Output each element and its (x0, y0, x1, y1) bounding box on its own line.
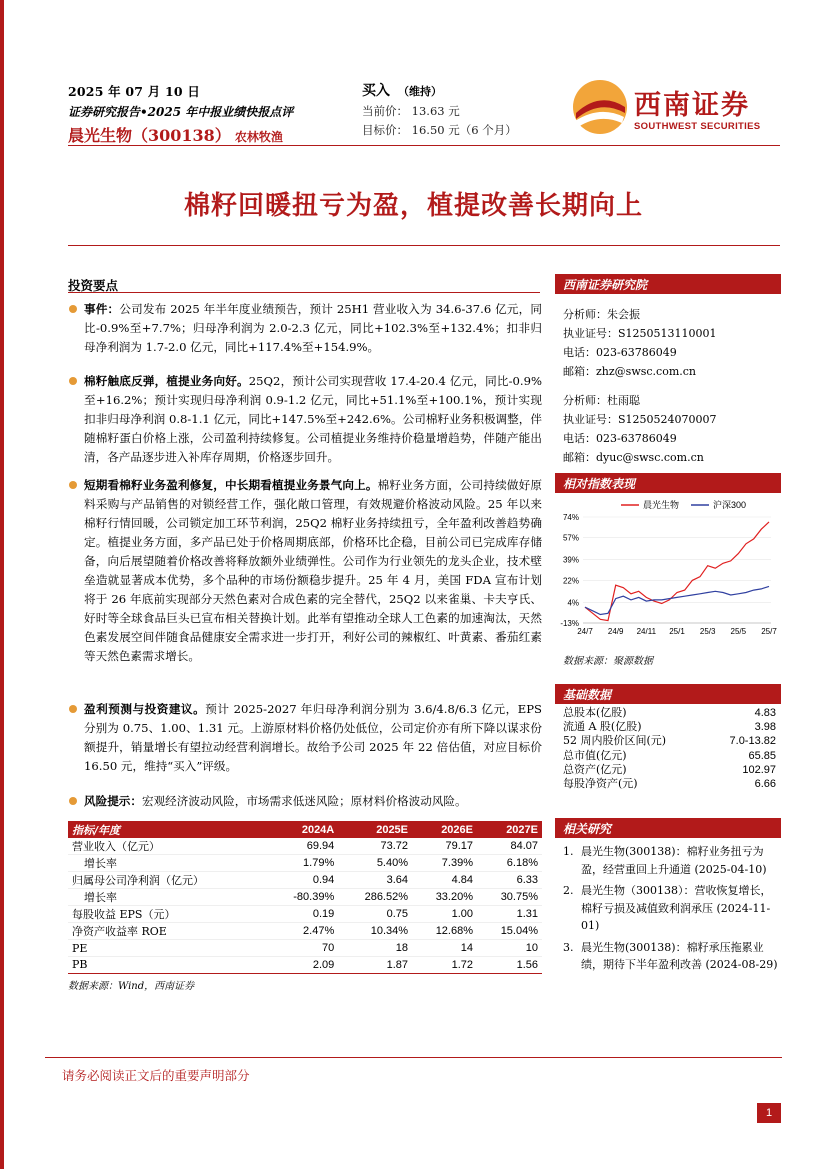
y-tick-label: -13% (560, 619, 579, 628)
legend-label-hs300: 沪深300 (713, 500, 747, 510)
rating: 买入 (362, 83, 390, 99)
basic-value: 102.97 (742, 763, 776, 776)
industry-label: 农林牧渔 (234, 130, 283, 144)
related-num: 1. (563, 845, 574, 858)
basic-data-heading: 基础数据 (555, 684, 781, 704)
table-cell: 84.07 (477, 838, 542, 855)
table-cell: 0.19 (268, 906, 338, 923)
table-header: 指标/年度 (68, 821, 268, 838)
current-price: 当前价： 13.63 元 (362, 104, 460, 118)
x-tick-label: 24/7 (577, 627, 593, 636)
analyst-email: 邮箱：dyuc@swsc.com.cn (563, 451, 704, 464)
table-cell: 69.94 (268, 838, 338, 855)
table-cell: 净资产收益率 ROE (68, 923, 268, 940)
table-cell: 33.20% (412, 889, 477, 906)
table-cell: PE (68, 940, 268, 957)
research-institute-heading: 西南证券研究院 (555, 274, 781, 294)
table-cell: 10 (477, 940, 542, 957)
table-cell: 4.84 (412, 872, 477, 889)
y-tick-label: 39% (562, 555, 579, 565)
y-tick-label: 4% (567, 598, 579, 608)
x-tick-label: 25/7 (761, 627, 777, 636)
table-cell: 1.72 (412, 957, 477, 974)
analyst-cert: 执业证号：S1250513110001 (563, 327, 717, 340)
y-tick-label: 74% (562, 513, 579, 522)
table-header: 2025E (338, 821, 412, 838)
target-price: 目标价： 16.50 元（6 个月） (362, 123, 517, 137)
financial-forecast-table (68, 821, 542, 974)
table-cell: 归属母公司净利润（亿元） (68, 872, 268, 889)
table-cell: -80.39% (268, 889, 338, 906)
basic-row (563, 734, 776, 748)
point-text: 宏观经济波动风险，市场需求低迷风险；原材料价格波动风险。 (141, 794, 467, 808)
y-tick-label: 57% (562, 533, 579, 543)
basic-row (563, 777, 776, 791)
footer-divider (45, 1057, 782, 1058)
investment-points-heading: 投资要点 (68, 278, 119, 293)
table-cell: 1.00 (412, 906, 477, 923)
related-text: 晨光生物（300138）：营收恢复增长，棉籽亏损及减值致利润承压 (2024-11-01) (581, 884, 772, 932)
table-cell: 1.87 (338, 957, 412, 974)
report-title: 棉籽回暖扭亏为盈，植提改善长期向上 (183, 191, 643, 221)
point-cotton-rebound (68, 372, 542, 467)
point-lead: 事件： (84, 302, 120, 316)
table-cell: 6.33 (477, 872, 542, 889)
table-row (68, 838, 542, 855)
basic-row (563, 763, 776, 777)
table-cell: 增长率 (68, 855, 268, 872)
table-cell: 每股收益 EPS（元） (68, 906, 268, 923)
basic-row (563, 706, 776, 720)
chart-svg (555, 495, 781, 645)
analyst-cert: 执业证号：S1250524070007 (563, 413, 717, 426)
table-header: 2024A (268, 821, 338, 838)
table-cell: 15.04% (477, 923, 542, 940)
related-research-heading: 相关研究 (555, 818, 781, 838)
chart-source: 数据来源：聚源数据 (563, 656, 653, 667)
table-cell: 3.64 (338, 872, 412, 889)
related-item[interactable] (563, 843, 778, 878)
page-number: 1 (757, 1103, 781, 1123)
x-tick-label: 25/1 (669, 627, 685, 636)
basic-label: 总资产(亿元) (563, 762, 627, 776)
chart-heading: 相对指数表现 (555, 473, 781, 493)
analyst-name: 分析师：朱会振 (563, 308, 640, 321)
logo-mark-icon (570, 77, 630, 137)
table-cell: 2.09 (268, 957, 338, 974)
basic-value: 65.85 (748, 749, 776, 762)
basic-label: 总市值(亿元) (563, 748, 627, 762)
footer-disclaimer: 请务必阅读正文后的重要声明部分 (62, 1068, 250, 1083)
analyst-email: 邮箱：zhz@swsc.com.cn (563, 365, 696, 378)
table-cell: 营业收入（亿元） (68, 838, 268, 855)
point-event (68, 300, 542, 357)
table-cell: 0.75 (338, 906, 412, 923)
point-outlook (68, 476, 542, 666)
basic-row (563, 720, 776, 734)
y-tick-label: 22% (562, 576, 579, 586)
table-cell: 30.75% (477, 889, 542, 906)
table-cell: PB (68, 957, 268, 974)
related-text: 晨光生物(300138)：棉籽承压拖累业绩，期待下半年盈利改善 (2024-08-29) (581, 940, 778, 971)
table-cell: 1.56 (477, 957, 542, 974)
related-text: 晨光生物(300138)：棉籽业务扭亏为盈，经营重回上升通道 (2025-04-10) (581, 845, 767, 876)
bullet-dot-icon (69, 305, 77, 313)
table-cell: 5.40% (338, 855, 412, 872)
side-accent-bar (0, 0, 4, 1169)
table-cell: 10.34% (338, 923, 412, 940)
table-header: 2027E (477, 821, 542, 838)
basic-label: 52 周内股价区间(元) (563, 734, 667, 748)
table-row (68, 872, 542, 889)
table-cell: 2.47% (268, 923, 338, 940)
table-cell: 7.39% (412, 855, 477, 872)
table-header-row (68, 821, 542, 838)
analyst-name: 分析师：杜雨聪 (563, 394, 640, 407)
bullet-dot-icon (69, 705, 77, 713)
point-lead: 短期看棉籽业务盈利修复，中长期看植提业务景气向上。 (84, 478, 378, 492)
brand-name-cn: 西南证券 (634, 90, 750, 121)
basic-label: 总股本(亿股) (563, 706, 627, 719)
report-type: 证券研究报告•2025 年中报业绩快报点评 (68, 105, 294, 119)
point-text: 公司发布 2025 年半年度业绩预告，预计 25H1 营业收入为 34.6-37.6 亿元，同比-0.9%至+7.7%；归母净利润为 2.0-2.3 亿元，同比+102.3%至+132.4%；扣非归母净利润为 1.7-2.0 亿元，同比+117.4%至+154.9%。 (84, 302, 542, 354)
title-divider (68, 245, 780, 246)
company-line (68, 123, 368, 146)
rating-modifier: （维持） (398, 85, 442, 98)
table-row (68, 906, 542, 923)
table-header: 2026E (412, 821, 477, 838)
table-cell: 12.68% (412, 923, 477, 940)
report-date: 2025 年 07 月 10 日 (68, 84, 201, 99)
company-name: 晨光生物（300138） (68, 126, 231, 145)
points-divider (68, 292, 540, 293)
basic-label: 每股净资产(元) (563, 776, 638, 790)
point-risk (68, 792, 542, 811)
related-item[interactable] (563, 882, 778, 935)
table-row (68, 889, 542, 906)
table-cell: 6.18% (477, 855, 542, 872)
related-num: 3. (563, 940, 574, 954)
point-lead: 盈利预测与投资建议。 (84, 702, 206, 716)
point-lead: 棉籽触底反弹，植提业务向好。 (84, 374, 249, 388)
analyst-phone: 电话：023-63786049 (563, 432, 677, 445)
related-research-list (563, 843, 778, 978)
analyst-phone: 电话：023-63786049 (563, 346, 677, 359)
basic-data-list (563, 706, 776, 791)
header-rating (362, 80, 572, 138)
point-text: 棉籽业务方面，公司持续做好原料采购与产品销售的对锁经营工作，强化敞口管理，有效规避价格波动风险。25 年以来棉籽行情回暖，公司锁定加工环节利润，25Q2 棉籽业务持续扭亏，全年盈利改善趋势确定。植提业务方面，多产品已处于价格周期底部，价格环比企稳，目前公司已完成库存储备，向后展望随着价格改善将释放额外业绩弹性。公司作为行业领先的龙头企业，技术壁垒造就显著成本优势，多个品种的市场份额稳步提升。25 年 4 月，美国 FDA 宣布计划将于 26 年底前实现部分天然色素对合成色素的完全替代，25Q2 以来雀巢、卡夫亨氏、好时等全球食品巨头已宣布相关替换计划。此举有望推动全球人工色素的加速淘汰，天然色素发展空间伴随食品健康安全需求进一步打开，利好公司的辣椒红、叶黄素、番茄红素等天然色素需求增长。 (84, 478, 542, 663)
table-cell: 73.72 (338, 838, 412, 855)
point-text: 预计 2025-2027 年归母净利润分别为 3.6/4.8/6.3 亿元，EPS 分别为 0.75、1.00、1.31 元。上游原材料价格仍处低位，公司定价亦有所下降以谋求份额提升，销量增长有望拉动经营利润增长。故给予公司 2025 年 22 倍估值，对应目标价 16.50 元，维持“买入”评级。 (84, 702, 542, 773)
table-cell: 0.94 (268, 872, 338, 889)
table-cell: 增长率 (68, 889, 268, 906)
basic-label: 流通 A 股(亿股) (563, 720, 642, 734)
x-tick-label: 25/5 (730, 627, 747, 636)
table-cell: 70 (268, 940, 338, 957)
x-tick-label: 24/11 (636, 627, 657, 636)
rating-line (362, 80, 572, 100)
header-divider (68, 145, 780, 146)
basic-value: 3.98 (754, 721, 776, 734)
table-row (68, 855, 542, 872)
x-tick-label: 25/3 (699, 627, 716, 636)
table-cell: 18 (338, 940, 412, 957)
basic-value: 6.66 (754, 777, 776, 790)
related-item[interactable] (563, 939, 778, 974)
point-forecast (68, 700, 542, 776)
related-num: 2. (563, 884, 574, 897)
x-tick-label: 24/9 (607, 627, 624, 636)
table-row (68, 923, 542, 940)
table-cell: 14 (412, 940, 477, 957)
table-row (68, 957, 542, 974)
bullet-dot-icon (69, 377, 77, 385)
point-lead: 风险提示： (84, 794, 142, 808)
basic-value: 4.83 (754, 707, 776, 719)
table-cell: 79.17 (412, 838, 477, 855)
table-row (68, 940, 542, 957)
analyst-info (563, 305, 778, 467)
brand-name-en: SOUTHWEST SECURITIES (634, 121, 761, 132)
bullet-dot-icon (69, 481, 77, 489)
header-left (68, 82, 368, 146)
table-source: 数据来源：Wind，西南证券 (68, 981, 195, 992)
bullet-dot-icon (69, 797, 77, 805)
brand-logo (570, 77, 780, 137)
table-cell: 1.79% (268, 855, 338, 872)
basic-row (563, 749, 776, 763)
point-text: 25Q2，预计公司实现营收 17.4-20.4 亿元，同比-0.9%至+16.2%；预计实现归母净利润 0.9-1.2 亿元，同比+51.1%至+100.1%，预计实现扣非归母净利润 0.8-1.1 亿元，同比+147.5%至+242.6%。公司棉籽业务积极调整，伴随棉籽蛋白价格上涨，公司盈利持续修复。公司植提业务维持价稳量增趋势，伴随产能出清，各产品逐步进入补库存周期，价格逐步回升。 (84, 374, 542, 464)
table-cell: 1.31 (477, 906, 542, 923)
basic-value: 7.0-13.82 (729, 735, 776, 748)
table-cell: 286.52% (338, 889, 412, 906)
legend-label-chenguang: 晨光生物 (643, 500, 680, 510)
relative-performance-chart (555, 495, 781, 645)
